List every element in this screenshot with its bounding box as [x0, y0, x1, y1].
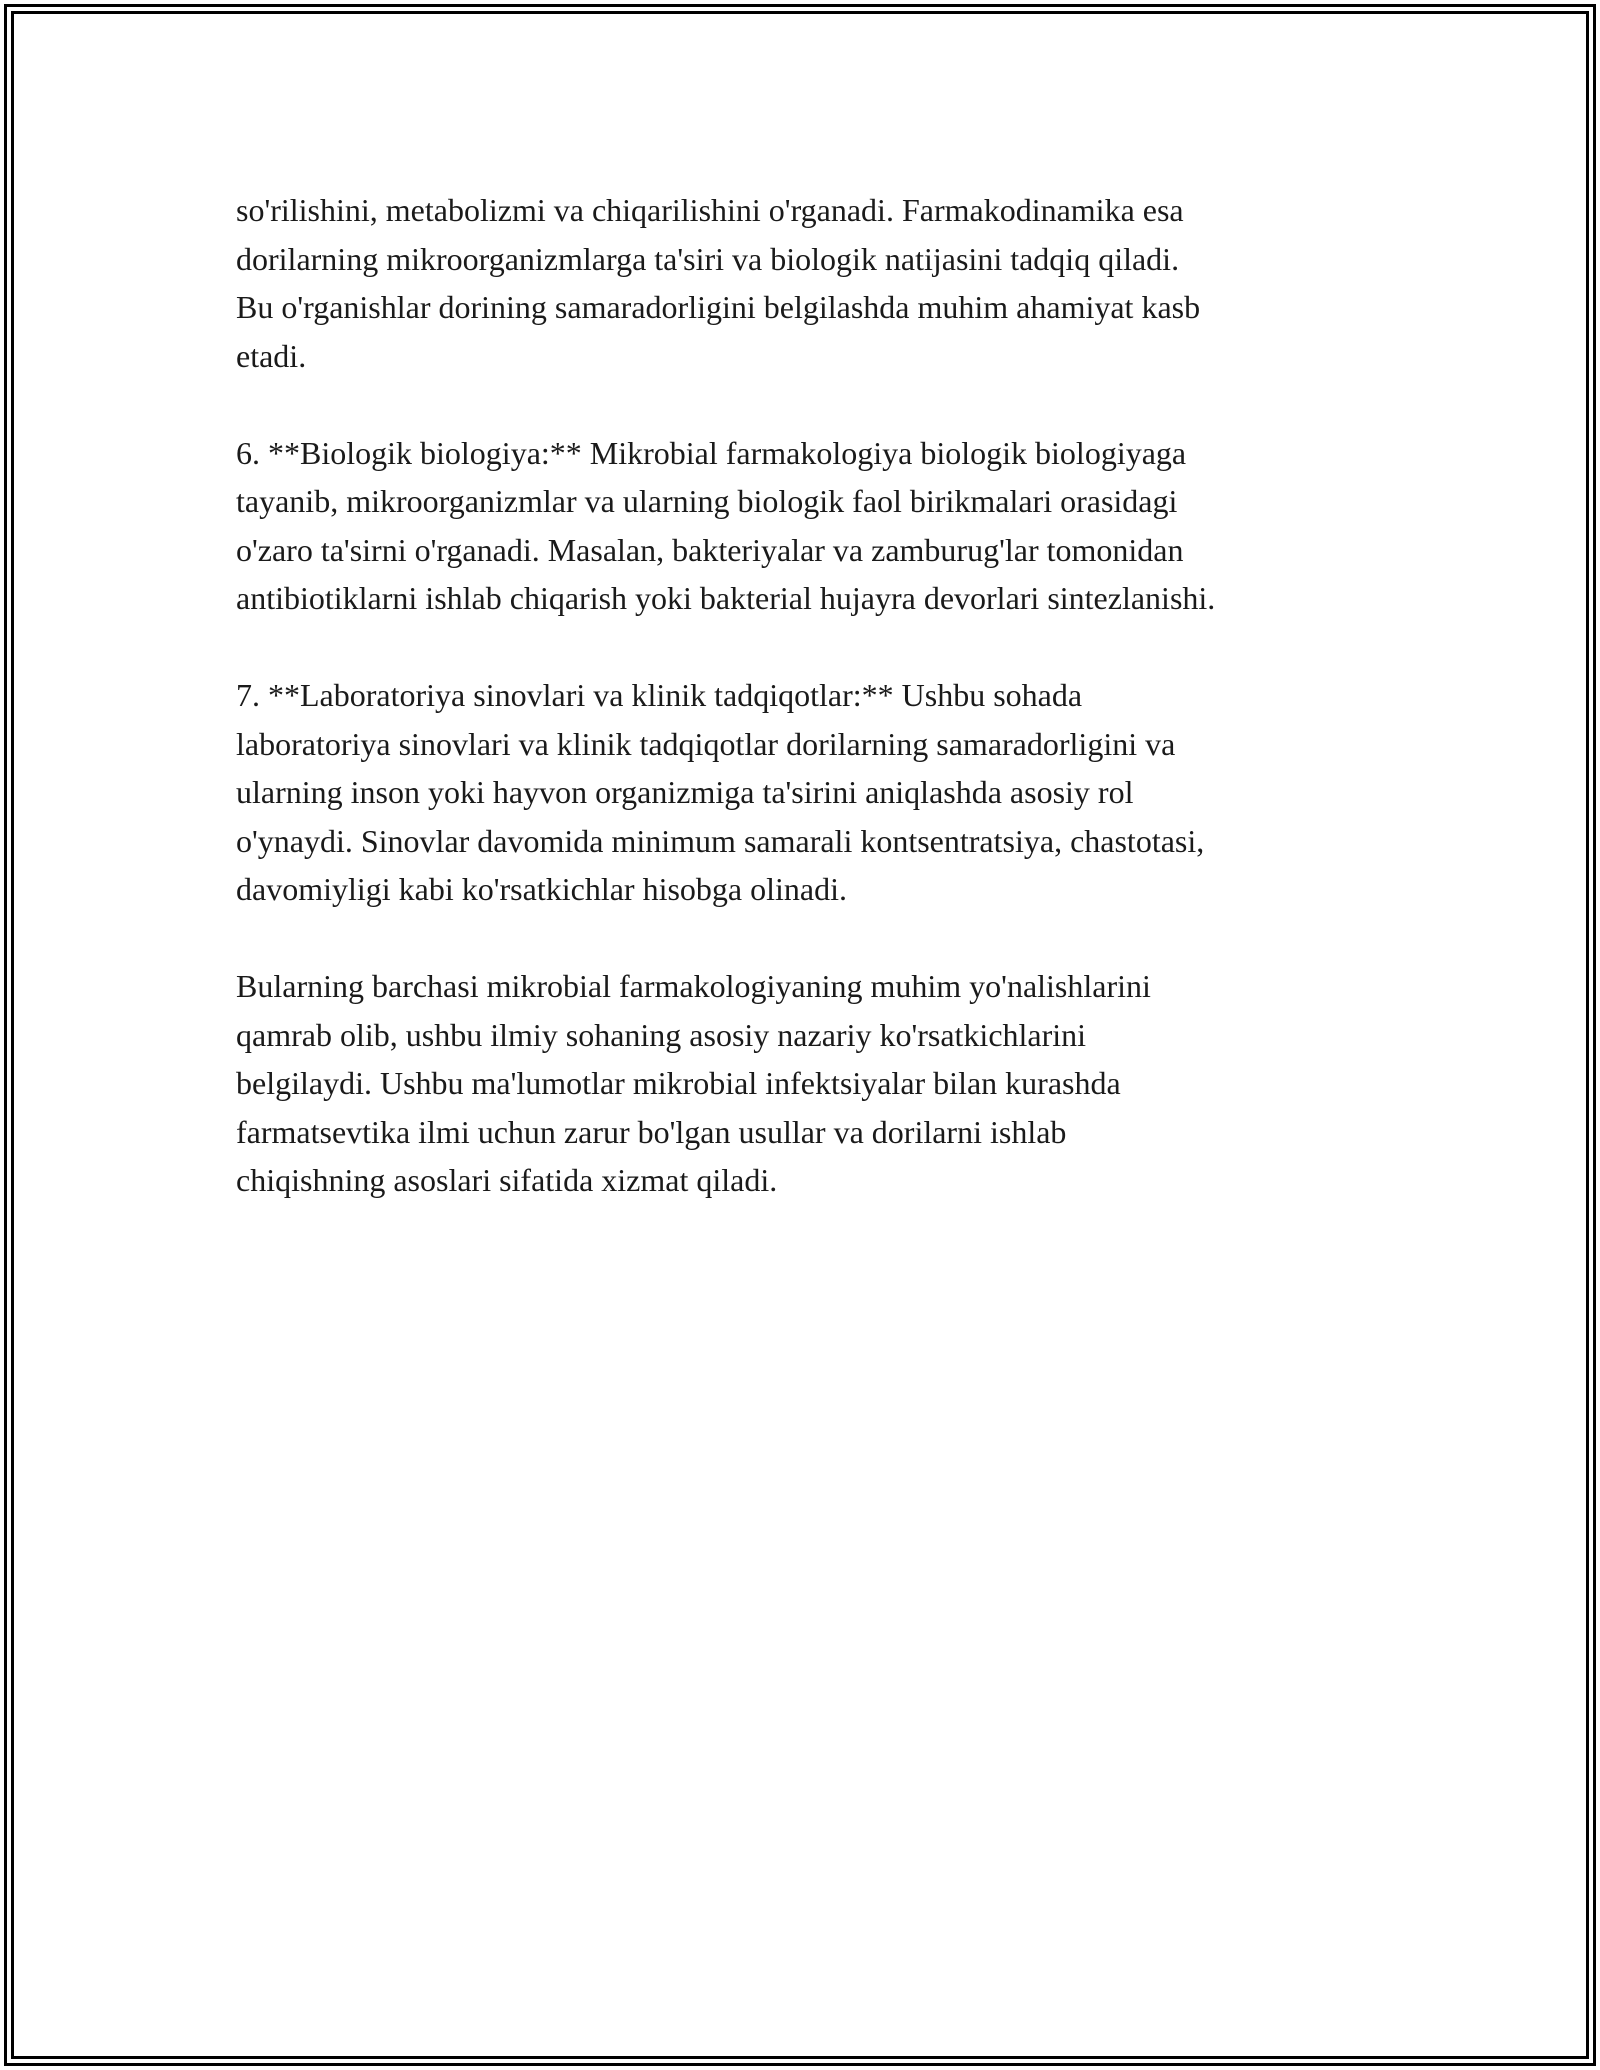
paragraph-pharmacokinetics: so'rilishini, metabolizmi va chiqarilishini o'rganadi. Farmakodinamika esa dorilarning mikroorganizmlarga ta'siri va biologik natijasini tadqiq qiladi. Bu o'rganishlar dorining samaradorligini belgilashda muhim ahamiyat kasb etadi. [236, 192, 1201, 374]
paragraph-biological-biology: 6. **Biologik biologiya:** Mikrobial farmakologiya biologik biologiyaga tayanib, mikroorganizmlar va ularning biologik faol birikmalari orasidagi o'zaro ta'sirni o'rganadi. Masalan, bakteriyalar va zamburug'lar tomonidan antibiotiklarni ishlab chiqarish yoki bakterial hujayra devorlari sintezlanishi. [236, 434, 1216, 616]
document-body [236, 186, 1386, 1253]
paragraph-conclusion: Bularning barchasi mikrobial farmakologiyaning muhim yo'nalishlarini qamrab olib, ushbu ilmiy sohaning asosiy nazariy ko'rsatkichlarini belgilaydi. Ushbu ma'lumotlar mikrobial infektsiyalar bilan kurashda farmatsevtika ilmi uchun zarur bo'lgan usullar va dorilarni ishlab chiqishning asoslari sifatida xizmat qiladi. [236, 968, 1151, 1198]
paragraph-laboratory-tests: 7. **Laboratoriya sinovlari va klinik tadqiqotlar:** Ushbu sohada laboratoriya sinovlari va klinik tadqiqotlar dorilarning samaradorligini va ularning inson yoki hayvon organizmiga ta'sirini aniqlashda asosiy rol o'ynaydi. Sinovlar davomida minimum samarali kontsentratsiya, chastotasi, davomiyligi kabi ko'rsatkichlar hisobga olinadi. [236, 677, 1205, 907]
